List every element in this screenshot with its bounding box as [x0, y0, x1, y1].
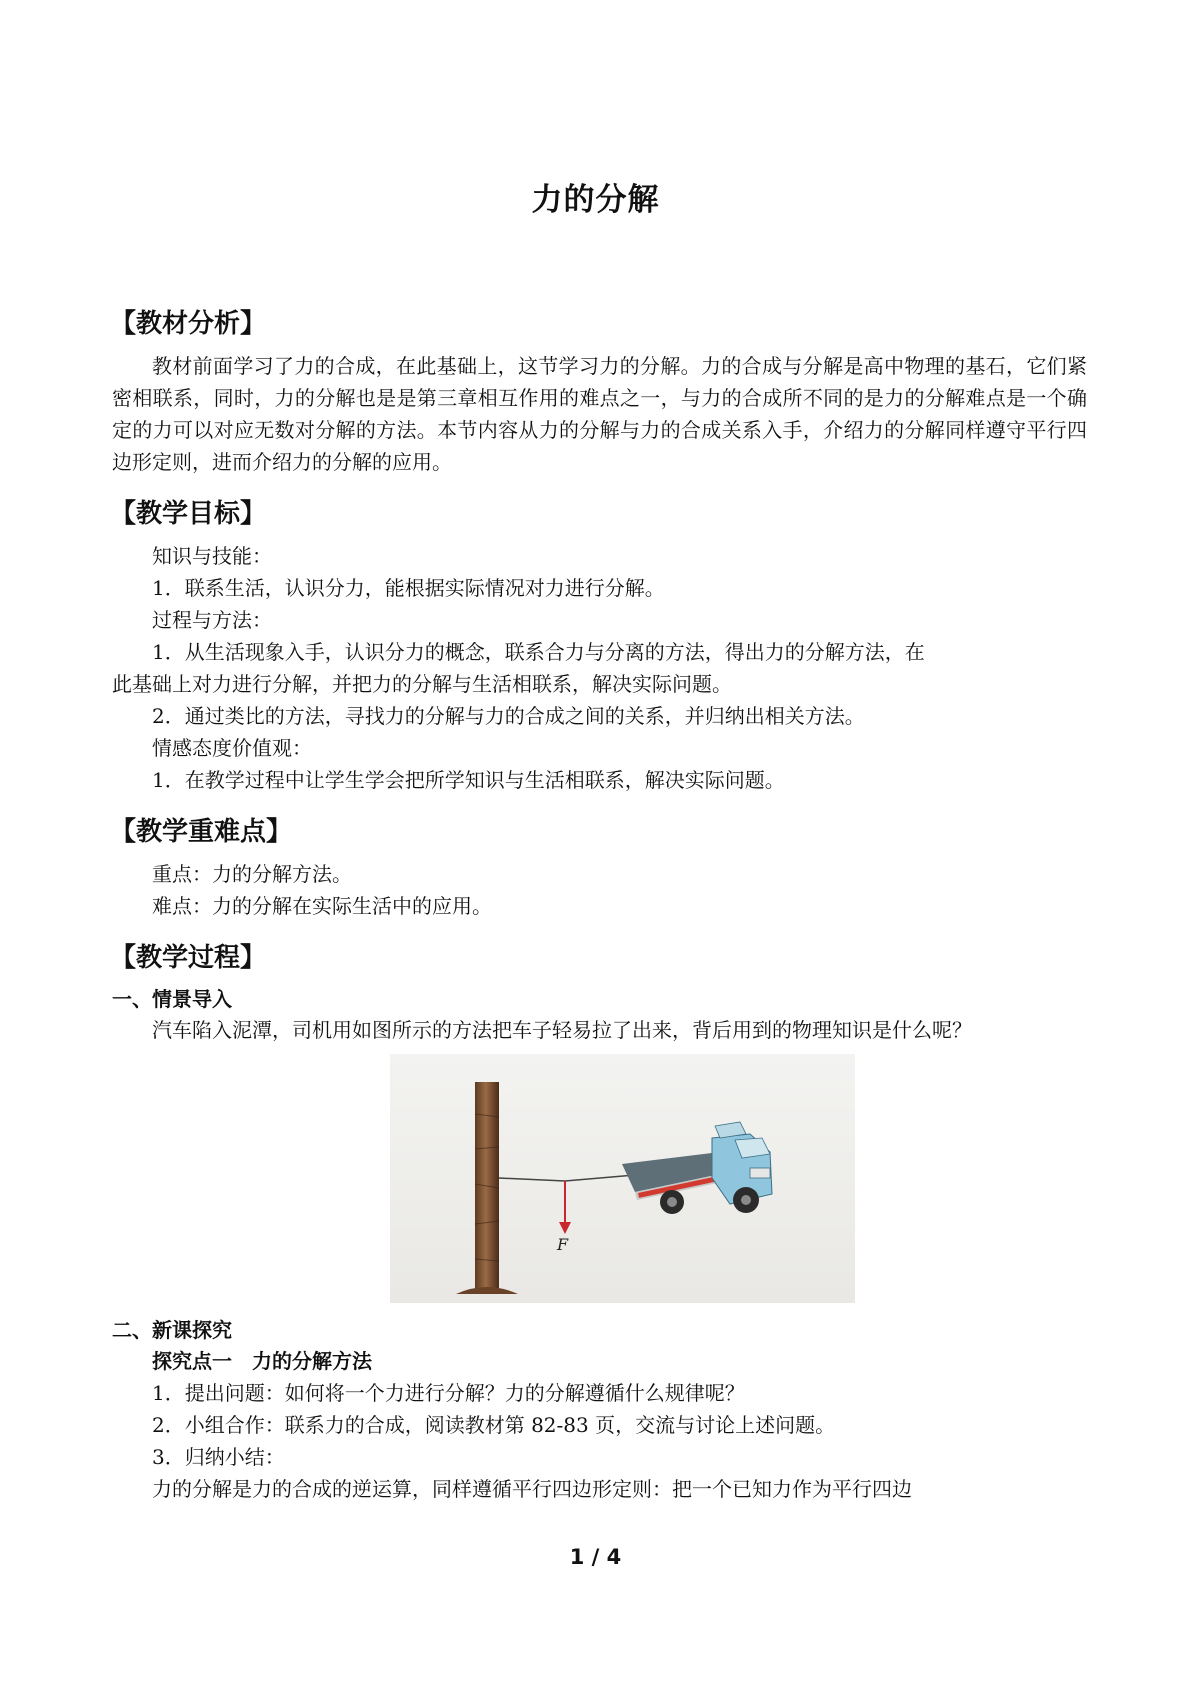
page-number: 1 / 4	[569, 1545, 622, 1569]
goal-knowledge-label: 知识与技能：	[152, 544, 272, 568]
part2-title: 二、新课探究	[112, 1318, 232, 1342]
document-content	[112, 304, 1087, 1505]
step-1: 1．提出问题：如何将一个力进行分解？力的分解遵循什么规律呢？	[152, 1381, 745, 1405]
step-2: 2．小组合作：联系力的合成，阅读教材第 82-83 页，交流与讨论上述问题。	[152, 1413, 836, 1437]
explore-point-title: 探究点一 力的分解方法	[152, 1349, 372, 1373]
heading-process: 【教学过程】	[110, 943, 267, 973]
step-3: 3．归纳小结：	[152, 1445, 285, 1469]
goal-process-1a: 1．从生活现象入手，认识分力的概念，联系合力与分离的方法，得出力的分解方法，在	[152, 640, 925, 664]
part1-paragraph: 汽车陷入泥潭，司机用如图所示的方法把车子轻易拉了出来，背后用到的物理知识是什么呢？	[152, 1018, 972, 1042]
figure-illustration	[390, 1054, 855, 1303]
goal-process-1b: 此基础上对力进行分解，并把力的分解与生活相联系，解决实际问题。	[112, 672, 732, 696]
goal-emotion-label: 情感态度价值观：	[152, 736, 312, 760]
truck-tree-figure	[390, 1054, 855, 1303]
heading-key-points: 【教学重难点】	[110, 817, 293, 847]
goal-process-2: 2．通过类比的方法，寻找力的分解与力的合成之间的关系，并归纳出相关方法。	[152, 704, 865, 728]
heading-analysis: 【教材分析】	[110, 309, 267, 339]
summary-line: 力的分解是力的合成的逆运算，同样遵循平行四边形定则：把一个已知力作为平行四边	[152, 1477, 912, 1501]
page-title: 力的分解	[531, 182, 660, 218]
heading-goals: 【教学目标】	[110, 499, 267, 529]
key-point: 重点：力的分解方法。	[152, 862, 352, 886]
analysis-paragraph: 教材前面学习了力的合成，在此基础上，这节学习力的分解。力的合成与分解是高中物理的基石，它们紧密相联系，同时，力的分解也是是第三章相互作用的难点之一，与力的合成所不同的是力的分解难点是一个确定的力可以对应无数对分解的方法。本节内容从力的分解与力的合成关系入手，介绍力的分解同样遵守平行四边形定则，进而介绍力的分解的应用。	[112, 354, 1087, 474]
goal-knowledge-1: 1．联系生活，认识分力，能根据实际情况对力进行分解。	[152, 576, 665, 600]
force-label: F	[557, 1235, 569, 1254]
part1-title: 一、情景导入	[112, 987, 232, 1011]
goal-process-label: 过程与方法：	[152, 608, 272, 632]
difficulty-point: 难点：力的分解在实际生活中的应用。	[152, 894, 492, 918]
goal-emotion-1: 1．在教学过程中让学生学会把所学知识与生活相联系，解决实际问题。	[152, 768, 785, 792]
